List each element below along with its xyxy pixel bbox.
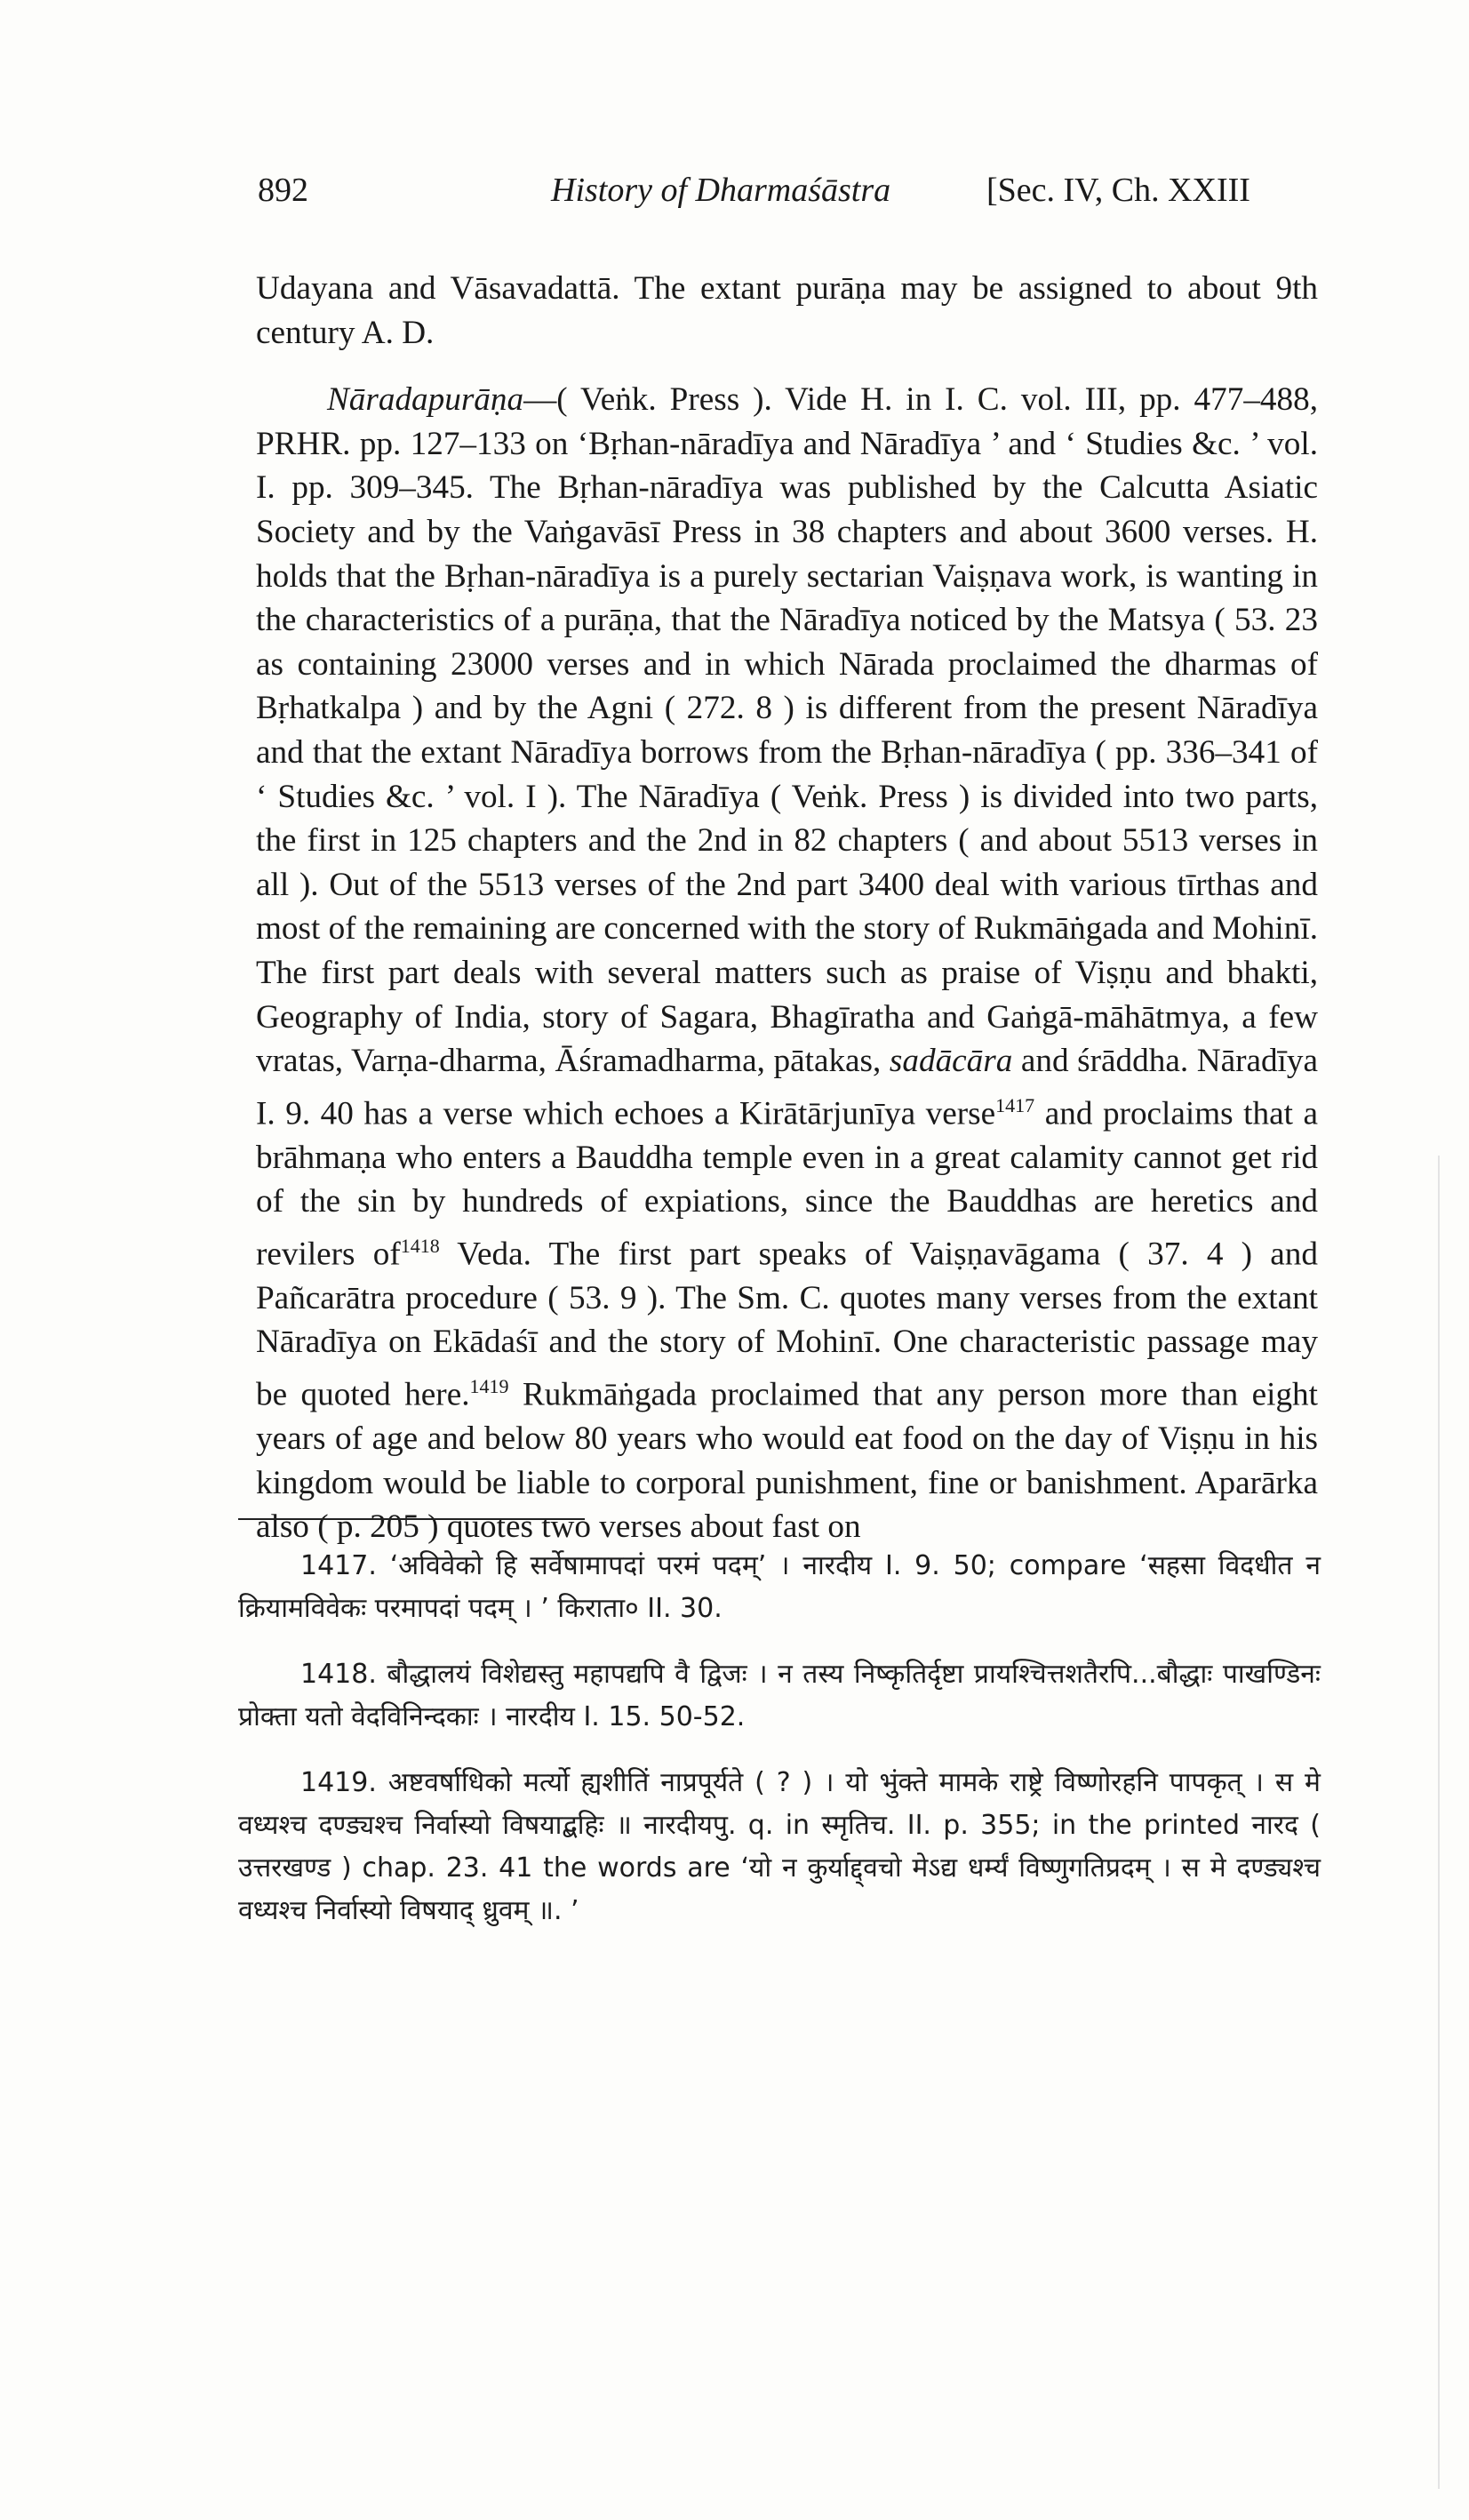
paragraph-2-text: —( Veṅk. Press ). Vide H. in I. C. vol. III, pp. 477–488, PRHR. pp. 127–133 on ‘Bṛhan-nāradīya and Nāradīya ’ and ‘ Studies &c. ’ vol. I. pp. 309–345. The Bṛhan-nāradīya was published by the Calcutta Asiatic Society and by the Vaṅgavāsī Press in 38 chapters and about 3600 verses. H. holds that the Bṛhan-nāradīya is a purely sectarian Vaiṣṇava work, is wanting in the characteristics of a purāṇa, that the Nāradīya noticed by the Matsya ( 53. 23 as containing 23000 verses and in which Nārada proclaimed the dharmas of Bṛhatkalpa ) and by the Agni ( 272. 8 ) is different from the present Nāradīya and that the extant Nāradīya borrows from the Bṛhan-nāradīya ( pp. 336–341 of ‘ Studies &c. ’ vol. I ). The Nāradīya ( Veṅk. Press ) is divided into two parts, the first in 125 chapters and the 2nd in 82 chapters ( and about 5513 verses in all ). Out of the 5513 verses of the 2nd part 3400 deal with various tīrthas and most of the remaining are concerned with the story of Rukmāṅgada and Mohinī. The first part deals with several matters such as praise of Viṣṇu and bhakti, Geography of India, story of Sagara, Bhagīratha and Gaṅgā-māhātmya, a few vratas, Varṇa-dharma, Āśramadharma, pātakas, bbox=[256, 381, 1318, 1080]
footnote-number: 1418. bbox=[300, 1659, 377, 1690]
naradapurana-title: Nāradapurāṇa bbox=[327, 381, 524, 419]
paragraph-2-text-2: and śrāddha. Nāradīya I. 9. 40 has a verse which echoes a Kirātārjunīya verse bbox=[256, 1043, 1318, 1132]
page-edge-shadow bbox=[1438, 1156, 1440, 2489]
footnote-ref-1417: 1417 bbox=[995, 1093, 1035, 1116]
footnote-number: 1419. bbox=[300, 1767, 377, 1798]
paragraph-1: Udayana and Vāsavadattā. The extant purāṇa may be assigned to about 9th century A. D. bbox=[256, 270, 1318, 351]
footnote-divider bbox=[238, 1518, 585, 1520]
main-text bbox=[256, 267, 1318, 1549]
footnote-text: ‘अविवेको हि सर्वेषामापदां परमं पदम्’ । नारदीय I. 9. 50; compare ‘सहसा विदधीत न क्रियामविवेकः परमापदां पदम् । ’ किराता० II. 30. bbox=[238, 1550, 1321, 1624]
paragraph-2-text-3: and proclaims that a brāhmaṇa who enters a Bauddha temple even in a great calamity cannot get rid of the sin by hundreds of expiations, since the Bauddhas are heretics and revilers of bbox=[256, 1095, 1318, 1273]
running-title: History of Dharmaśāstra bbox=[551, 172, 891, 209]
footnote-ref-1419: 1419 bbox=[469, 1375, 509, 1398]
paragraph-2 bbox=[256, 378, 1318, 1549]
footnote-1417 bbox=[238, 1545, 1321, 1630]
paragraph-2-text-5: Rukmāṅgada proclaimed that any person more than eight years of age and below 80 years who would eat food on the day of Viṣṇu in his kingdom would be liable to corporal punishment, fine or banishment. Aparārka also ( p. 205 ) quotes two verses about fast on bbox=[256, 1376, 1318, 1546]
paragraph-2-text-4: Veda. The first part speaks of Vaiṣṇavāgama ( 37. 4 ) and Pañcarātra procedure ( 53. 9 ). The Sm. C. quotes many verses from the extant Nāradīya on Ekādaśī and the story of Mohinī. One characteristic passage may be quoted here. bbox=[256, 1236, 1318, 1413]
footnote-1418 bbox=[238, 1653, 1321, 1739]
footnote-1419 bbox=[238, 1762, 1321, 1932]
footnote-ref-1418: 1418 bbox=[400, 1234, 440, 1257]
footnote-text: बौद्धालयं विशेद्यस्तु महापद्यपि वै द्विजः । न तस्य निष्कृतिर्दृष्टा प्रायश्चित्तशतैरपि...बौद्धाः पाखण्डिनः प्रोक्ता यतो वेदविनिन्दकाः । नारदीय I. 15. 50-52. bbox=[238, 1659, 1321, 1732]
sadacara-term: sadācāra bbox=[889, 1043, 1013, 1080]
footnotes bbox=[238, 1545, 1321, 1956]
section-label: [Sec. IV, Ch. XXIII bbox=[986, 172, 1250, 209]
page-number: 892 bbox=[258, 172, 308, 209]
footnote-number: 1417. bbox=[300, 1550, 377, 1581]
footnote-text: अष्टवर्षाधिको मर्त्यो ह्यशीतिं नाप्रपूर्यते ( ? ) । यो भुंक्ते मामके राष्ट्रे विष्णोरहनि पापकृत् । स मे वध्यश्च दण्ड्यश्च निर्वास्यो विषयाद्बहिः ॥ नारदीयपु. q. in स्मृतिच. II. p. 355; in the printed नारद ( उत्तरखण्ड ) chap. 23. 41 the words are ‘यो न कुर्याद्द्वचो मेऽद्य धर्म्यं विष्णुगतिप्रदम् । स मे दण्ड्यश्च वध्यश्च निर्वास्यो विषयाद् ध्रुवम् ॥. ’ bbox=[238, 1767, 1321, 1926]
running-header bbox=[258, 171, 1342, 224]
